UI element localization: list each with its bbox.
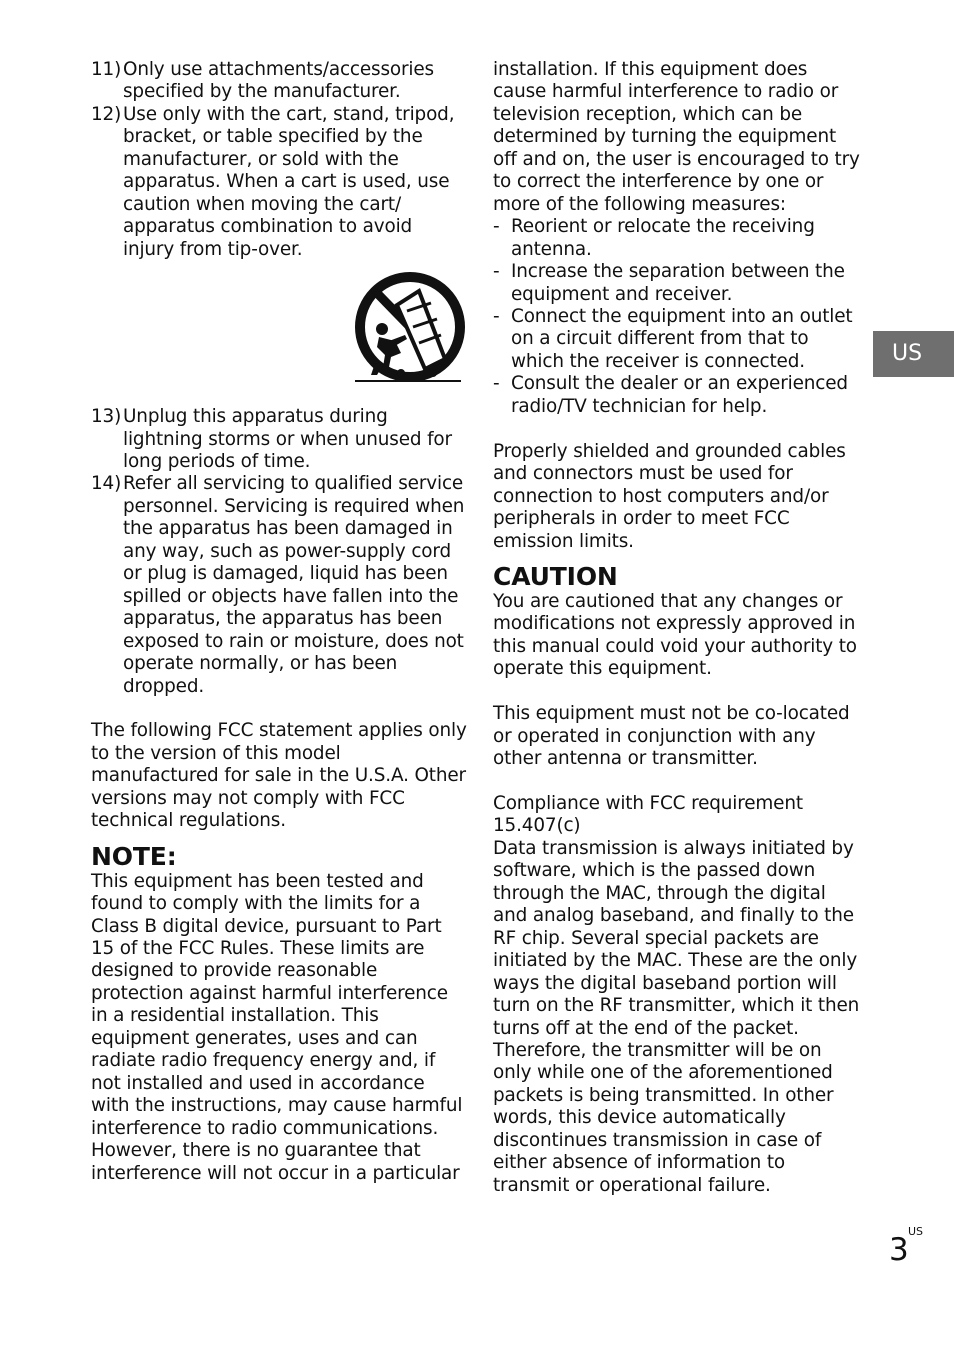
caution-text: You are cautioned that any changes or modifications not expressly approved in this manual could void your authority to operate this equipment. [493,590,857,680]
list-item-13 [91,406,467,473]
interference-continued: installation. If this equipment does cause harmful interference to radio or television reception, which can be determined by turning the equipment off and on, the user is encouraged to try to correct the interference by one or more of the following measures: [493,59,860,215]
list-text: Refer all servicing to qualified service personnel. Servicing is required when the apparatus has been damaged in any way, such as power-supply cord or plug is damaged, liquid has been spilled or objects have fallen into the apparatus, the apparatus has been exposed to rain or moisture, does not operate normally, or has been dropped. [123,473,465,697]
list-item-11 [91,59,467,104]
compliance-heading: Compliance with FCC requirement 15.407(c) [493,793,803,837]
list-text: Only use attachments/accessories specified by the manufacturer. [123,59,434,103]
list-number: 11) [91,59,122,80]
dash-bullet: - [493,373,500,395]
list-item-12 [91,104,467,261]
measure-item [493,261,865,306]
list-item-14 [91,473,467,698]
region-tab: US [873,331,954,377]
measure-text: Reorient or relocate the receiving antenna. [511,216,815,260]
cart-warning-pictogram-area [91,261,467,406]
dash-bullet: - [493,261,500,283]
measure-item [493,216,865,261]
measure-text: Connect the equipment into an outlet on a circuit different from that to which the receiver is connected. [511,305,853,372]
measure-item [493,306,865,373]
cart-tip-over-icon [349,271,467,393]
shielded-cables-text: Properly shielded and grounded cables and connectors must be used for connection to host computers and/or peripherals in order to meet FCC emission limits. [493,440,846,552]
list-number: 13) [91,406,122,428]
fcc-statement: The following FCC statement applies only to the version of this model manufactured for sale in the U.S.A. Other versions may not comply with FCC technical regulations. [91,720,467,832]
measure-text: Consult the dealer or an experienced radio/TV technician for help. [511,373,848,417]
list-text: Unplug this apparatus during lightning storms or when unused for long periods of time. [123,406,452,472]
compliance-text: Data transmission is always initiated by software, which is the passed down through the MAC, through the digital and analog baseband, and finally to the RF chip. Several special packets are initiated by the MAC. These are the only ways the digital baseband portion will turn on the RF transmitter, which it then turns off at the end of the packet. Therefore, the transmitter will be on only while one of the aforementioned packets is being transmitted. In other words, this device automatically discontinues transmission in case of either absence of information to transmit or operational failure. [493,837,860,1196]
colocated-text: This equipment must not be co-located or operated in conjunction with any other antenna or transmitter. [493,703,850,770]
list-number: 14) [91,473,122,495]
dash-bullet: - [493,216,500,238]
dash-bullet: - [493,305,500,327]
page-number-suffix: US [908,1225,924,1238]
left-column [91,59,467,1185]
list-number: 12) [91,103,122,125]
list-text: Use only with the cart, stand, tripod, bracket, or table specified by the manufacturer, or sold with the apparatus. When a cart is used, use caution when moving the cart/ apparatus combination to avoid injury from tip-over. [123,103,455,260]
right-column [493,59,865,1197]
note-text: This equipment has been tested and found to comply with the limits for a Class B digital device, pursuant to Part 15 of the FCC Rules. These limits are designed to provide reasonable protection against harmful interference in a residential installation. This equipment generates, uses and can radiate radio frequency energy and, if not installed and used in accordance with the instructions, may cause harmful interference to radio communications. However, there is no guarantee that interference will not occur in a particular [91,870,463,1184]
note-heading: NOTE: [91,841,177,871]
measure-text: Increase the separation between the equipment and receiver. [511,261,845,305]
measure-item [493,373,865,418]
page-number: 3 [889,1232,909,1268]
caution-heading: CAUTION [493,561,618,591]
